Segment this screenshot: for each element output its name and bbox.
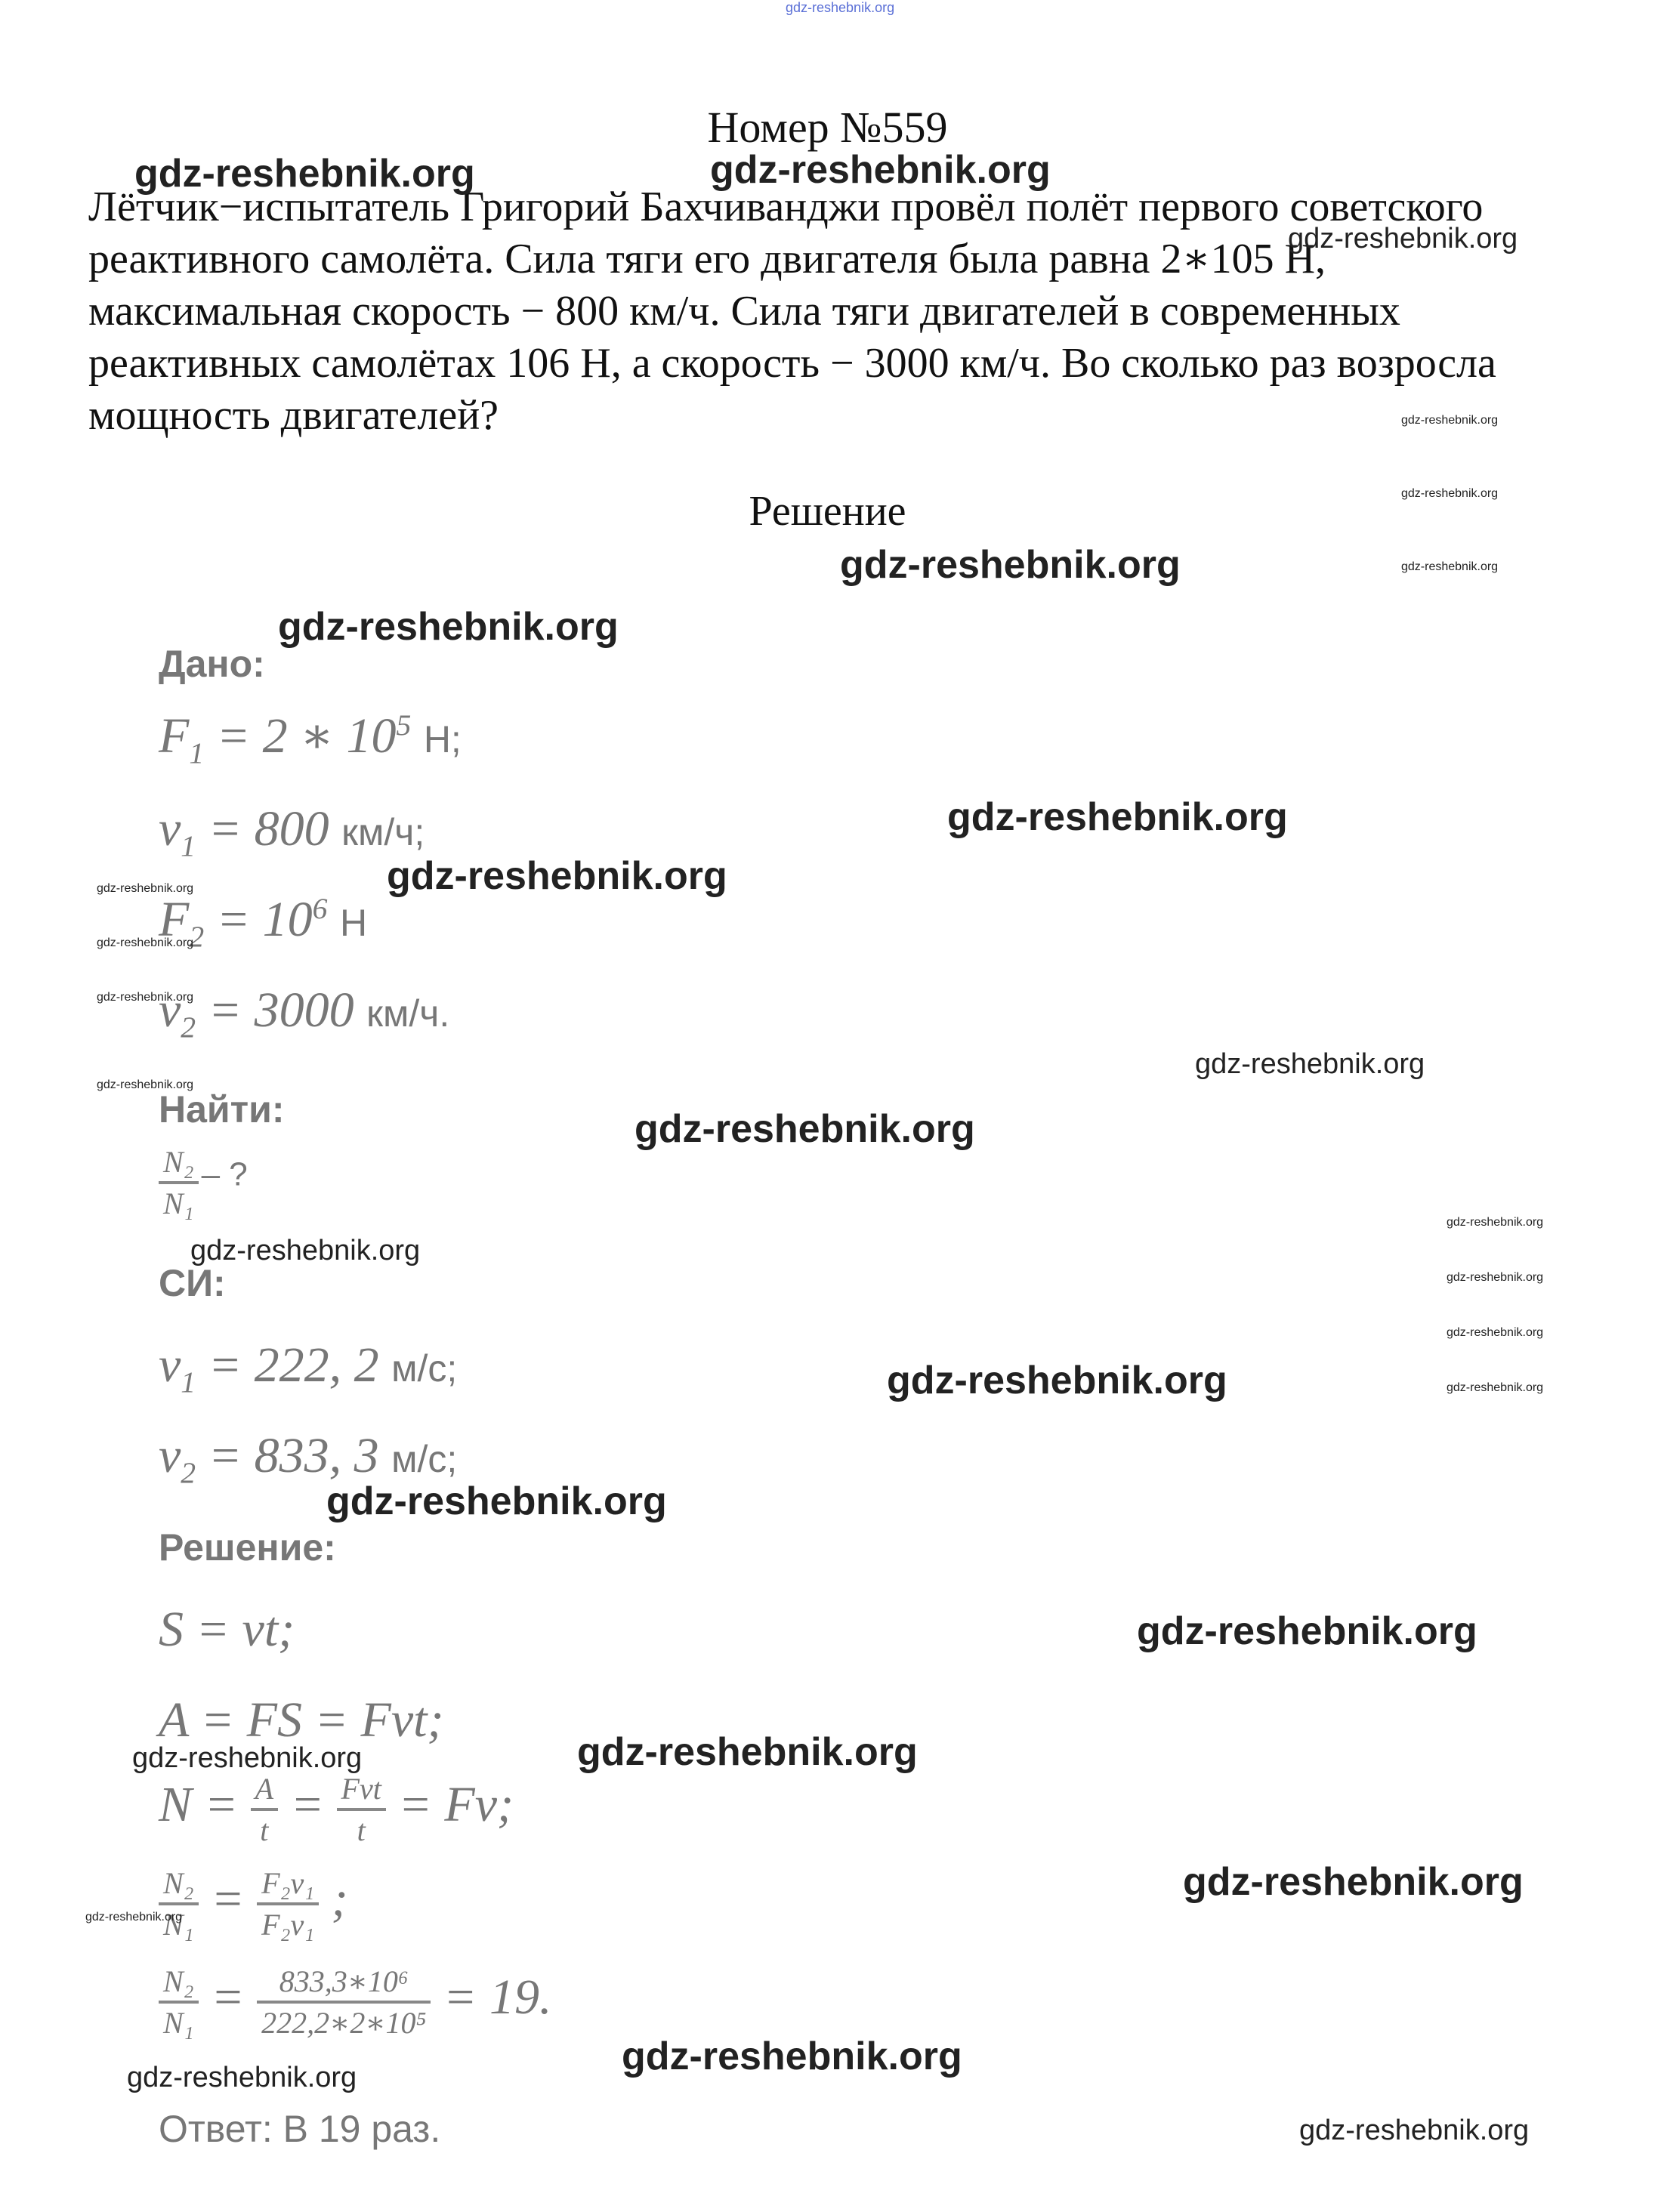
watermark: gdz-reshebnik.org (85, 1911, 183, 1924)
watermark: gdz-reshebnik.org (97, 882, 194, 895)
watermark: gdz-reshebnik.org (1288, 223, 1518, 255)
watermark: gdz-reshebnik.org (1299, 2115, 1530, 2146)
watermark: gdz-reshebnik.org (387, 854, 727, 898)
given-v1: $v_1 = 800$ км/ч; (159, 801, 425, 863)
solution-label: Решение: (159, 1526, 336, 1569)
watermark: gdz-reshebnik.org (1183, 1860, 1524, 1904)
watermark: gdz-reshebnik.org (710, 148, 1051, 192)
solution-eq2: A = FS = Fvt; (159, 1692, 444, 1748)
watermark: gdz-reshebnik.org (635, 1107, 975, 1151)
watermark: gdz-reshebnik.org (887, 1359, 1227, 1402)
watermark: gdz-reshebnik.org (1401, 560, 1499, 573)
solution-heading: Решение (749, 488, 906, 535)
page-title: Номер №559 (707, 103, 948, 152)
watermark: gdz-reshebnik.org (1195, 1048, 1425, 1080)
watermark: gdz-reshebnik.org (1401, 487, 1499, 500)
si-v2: $v_2 = 833$, 3 м/с; (159, 1428, 458, 1490)
watermark: gdz-reshebnik.org (1137, 1609, 1477, 1653)
watermark: gdz-reshebnik.org (190, 1235, 421, 1266)
watermark: gdz-reshebnik.org (97, 1078, 194, 1091)
watermark: gdz-reshebnik.org (132, 1742, 363, 1774)
watermark: gdz-reshebnik.org (1401, 414, 1499, 427)
watermark: gdz-reshebnik.org (134, 152, 475, 196)
watermark: gdz-reshebnik.org (127, 2062, 357, 2093)
si-label: СИ: (159, 1262, 226, 1304)
watermark: gdz-reshebnik.org (1447, 1326, 1544, 1339)
answer: Ответ: В 19 раз. (159, 2108, 441, 2150)
watermark: gdz-reshebnik.org (97, 991, 194, 1004)
solution-eq1: S = vt; (159, 1602, 295, 1657)
watermark: gdz-reshebnik.org (622, 2035, 962, 2078)
watermark: gdz-reshebnik.org (840, 543, 1181, 587)
solution-eq4: $\frac{\text{N₂}}{\text{N₁}}$ = $\frac{\text{F₂v₁}}{\text{F₂v₁}}$ ; (159, 1865, 348, 1942)
find-expression: $\frac{\text{N₂}}{\text{N₁}}$ – ? (159, 1144, 248, 1221)
watermark: gdz-reshebnik.org (1447, 1216, 1544, 1229)
watermark: gdz-reshebnik.org (97, 936, 194, 949)
si-v1: $v_1 = 222$, 2 м/с; (159, 1337, 458, 1399)
find-label: Найти: (159, 1088, 285, 1131)
given-label: Дано: (159, 643, 265, 685)
problem-statement: Лётчик−испытатель Григорий Бахчиванджи провёл полёт первого советского реактивного самолёта. Сила тяги его двигателя была равна 2∗105 Н, максимальная скорость − 800 км/ч. Сила тяги двигателей в современных реактивных самолётах 106 Н, а скорость − 3000 км/ч. Во сколько раз возросла мощность двигателей? (88, 184, 1496, 439)
given-f1: $F_1 = 2$ ∗ $10^5$ Н; (159, 708, 462, 770)
watermark: gdz-reshebnik.org (1447, 1271, 1544, 1284)
watermark: gdz-reshebnik.org (577, 1730, 918, 1774)
given-f2: $F_2 = 10^6$ Н (159, 892, 368, 954)
watermark: gdz-reshebnik.org (278, 605, 619, 649)
solution-eq3: N = $\frac{A}{t}$ = $\frac{\text{Fvt}}{t}$ = Fv; (159, 1772, 514, 1847)
given-v2: $v_2 = 3000$ км/ч. (159, 983, 450, 1044)
top-watermark: gdz-reshebnik.org (786, 0, 895, 15)
watermark: gdz-reshebnik.org (1447, 1381, 1544, 1394)
watermark: gdz-reshebnik.org (947, 795, 1288, 839)
solution-eq5: $\frac{\text{N₂}}{\text{N₁}}$ = $\frac{\text{833,3∗10⁶}}{\text{222,2∗2∗10⁵}}$ = 19. (159, 1964, 551, 2041)
watermark: gdz-reshebnik.org (326, 1479, 667, 1523)
